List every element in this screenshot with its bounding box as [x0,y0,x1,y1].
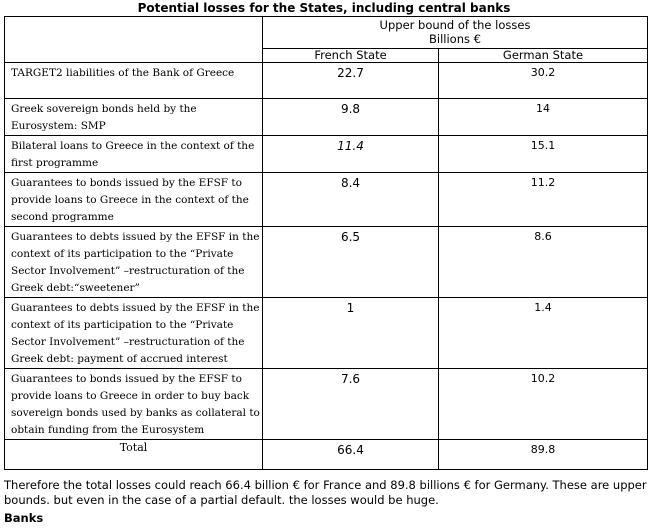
losses-table [4,16,648,470]
row-german-value: 14 [439,99,648,136]
table-title: Potential losses for the States, including central banks [137,1,511,15]
header-row-group [5,17,648,49]
section-heading: Banks [4,511,44,525]
table-row [5,298,648,369]
header-col-french: French State [263,49,439,63]
row-label: Guarantees to debts issued by the EFSF in the context of its participation to the “Private Sector Involvement” –restructuration of the Greek debt:“sweetener” [5,227,263,298]
row-french-value: 6.5 [263,227,439,298]
row-german-value: 10.2 [439,369,648,440]
summary-paragraph: Therefore the total losses could reach 66.4 billion € for France and 89.8 billions € for Germany. These are upper bounds. but even in the case of a partial default. the losses would be huge. [4,478,647,507]
row-label: Guarantees to bonds issued by the EFSF to provide loans to Greece in the context of the second programme [5,173,263,227]
header-col-german: German State [439,49,648,63]
total-row [5,440,648,470]
table-row [5,227,648,298]
row-label: Greek sovereign bonds held by the Eurosystem: SMP [5,99,263,136]
row-french-value: 22.7 [263,63,439,99]
total-french-value: 66.4 [263,440,439,470]
table-row [5,369,648,440]
row-label: Guarantees to bonds issued by the EFSF to provide loans to Greece in order to buy back sovereign bonds used by banks as collateral to obtain funding from the Eurosystem [5,369,263,440]
table-row [5,136,648,173]
row-french-value: 7.6 [263,369,439,440]
total-label: Total [5,440,263,470]
header-group-line2: Billions € [429,32,481,46]
row-label: Bilateral loans to Greece in the context of the first programme [5,136,263,173]
table-row [5,173,648,227]
row-french-value: 11.4 [263,136,439,173]
table-row [5,99,648,136]
header-group-cell [263,17,648,49]
row-german-value: 15.1 [439,136,648,173]
row-german-value: 8.6 [439,227,648,298]
row-german-value: 1.4 [439,298,648,369]
total-german-value: 89.8 [439,440,648,470]
row-french-value: 1 [263,298,439,369]
header-group-line1: Upper bound of the losses [379,18,531,32]
row-label: Guarantees to debts issued by the EFSF in the context of its participation to the “Private Sector Involvement” –restructuration of the Greek debt: payment of accrued interest [5,298,263,369]
row-french-value: 9.8 [263,99,439,136]
header-empty-cell [5,17,263,63]
row-french-value: 8.4 [263,173,439,227]
table-row [5,63,648,99]
row-label: TARGET2 liabilities of the Bank of Greece [5,63,263,99]
row-german-value: 11.2 [439,173,648,227]
row-german-value: 30.2 [439,63,648,99]
